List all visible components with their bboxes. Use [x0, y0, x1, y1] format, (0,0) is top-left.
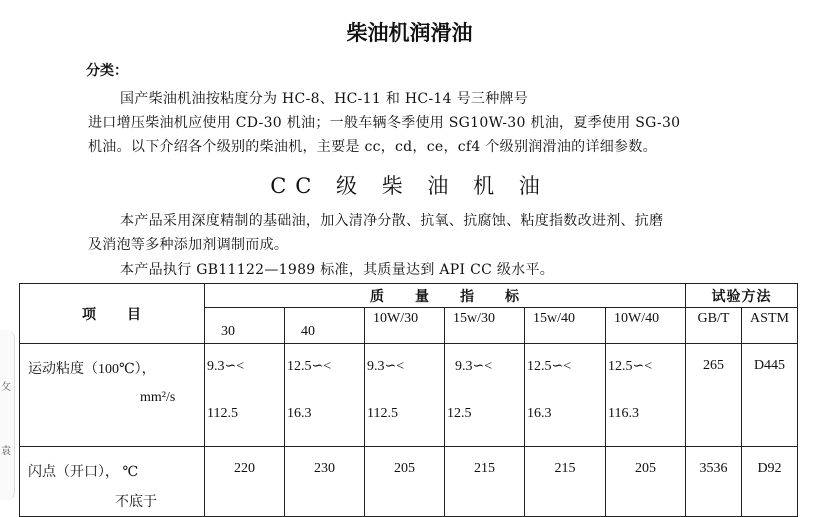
grade-cell: 40: [285, 308, 365, 344]
gb-cell: 3536: [686, 447, 742, 517]
section-subtitle: CC 级 柴 油 机 油: [270, 174, 549, 198]
header-quality: 质 量 指 标: [205, 284, 686, 308]
side-panel-edge[interactable]: [0, 330, 15, 500]
page-title: 柴油机润滑油: [346, 21, 473, 45]
edge-glyph: 袁: [1, 446, 11, 457]
value-cell: 12.5∽< 16.3: [285, 344, 365, 447]
method-cell: GB/T: [686, 308, 742, 344]
grade-cell: 15w/40: [525, 308, 606, 344]
row-label-line: 运动粘度（100℃），: [28, 362, 156, 377]
astm-cell: D445: [742, 344, 798, 447]
value-cell: 12.5∽< 116.3: [606, 344, 686, 447]
method-cell: ASTM: [742, 308, 798, 344]
row-label-note: 不底于: [115, 495, 157, 510]
paragraph-line: 本产品采用深度精制的基础油，加入清净分散、抗氧、抗腐蚀、粘度指数改进剂、抗磨: [120, 213, 664, 229]
value-cell: 9.3∽< 112.5: [365, 344, 445, 447]
row-label-flashpoint: [20, 447, 205, 517]
paragraph-line: 本产品执行 GB11122—1989 标准，其质量达到 API CC 级水平。: [120, 262, 555, 278]
header-method: 试验方法: [686, 284, 798, 308]
row-label-viscosity: [20, 344, 205, 447]
value-cell: 205: [606, 447, 686, 517]
edge-glyph: 攵: [1, 382, 11, 393]
spec-table: [19, 283, 798, 517]
row-label-line: 闪点（开口）， ℃: [28, 465, 139, 480]
value-cell: 9.3∽< 12.5: [445, 344, 525, 447]
grade-cell: 10W/30: [365, 308, 445, 344]
section-label: 分类：: [86, 63, 128, 79]
value-cell: 12.5∽< 16.3: [525, 344, 606, 447]
paragraph-line: 及消泡等多种添加剂调制而成。: [88, 237, 289, 253]
paragraph-line: 进口增压柴油机应使用 CD-30 机油；一般车辆冬季使用 SG10W-30 机油，夏季使用 SG-30: [88, 115, 681, 131]
paragraph-line: 国产柴油机油按粘度分为 HC-8、HC-11 和 HC-14 号三种牌号: [120, 91, 529, 107]
value-cell: 220: [205, 447, 285, 517]
grade-cell: 15w/30: [445, 308, 525, 344]
value-cell: 215: [445, 447, 525, 517]
value-cell: 230: [285, 447, 365, 517]
row-label-unit: mm²/s: [140, 390, 176, 405]
value-cell: 215: [525, 447, 606, 517]
value-cell: 9.3∽< 112.5: [205, 344, 285, 447]
grade-cell: 30: [205, 308, 285, 344]
gb-cell: 265: [686, 344, 742, 447]
astm-cell: D92: [742, 447, 798, 517]
grade-cell: 10W/40: [606, 308, 686, 344]
value-cell: 205: [365, 447, 445, 517]
header-item: 项 目: [20, 284, 205, 344]
paragraph-line: 机油。以下介绍各个级别的柴油机，主要是 cc，cd，ce，cf4 个级别润滑油的详细参数。: [88, 139, 657, 155]
